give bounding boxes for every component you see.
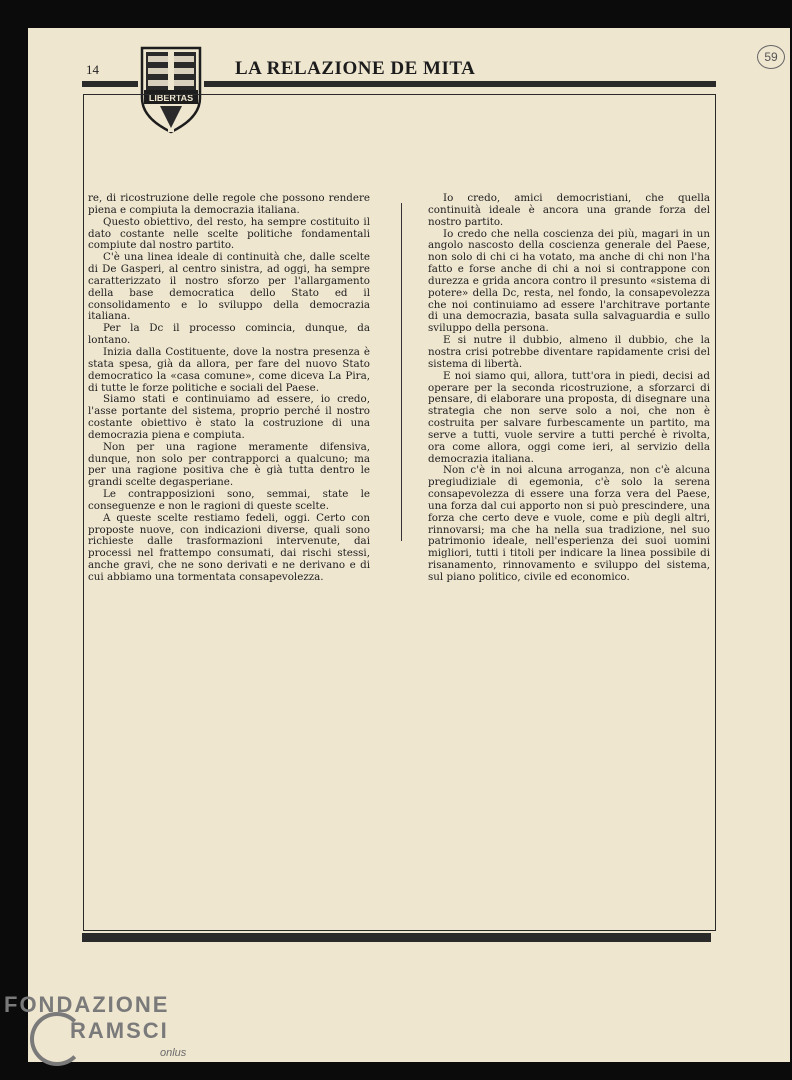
paragraph: Io credo, amici democristiani, che quella continuità ideale è ancora una grande forza del nostro partito.	[428, 192, 710, 228]
left-text-column	[88, 193, 370, 584]
paragraph: Inizia dalla Costituente, dove la nostra presenza è stata spesa, già da allora, per fare del nuovo Stato democratico la «casa comune», come diceva La Pira, di tutte le forze politiche e sociali del Paese.	[88, 345, 370, 394]
paragraph: Io credo che nella coscienza dei più, magari in un angolo nascosto della coscienza generale del Paese, non solo di chi ci ha votato, ma anche di chi non l'ha fatto e forse anche di chi a noi si contrappone con durezza e grida ancora contro il presunto «sistema di potere» della Dc, resta, nel fondo, la consapevolezza che noi continuiamo ad essere l'architrave portante di una democrazia, basata sulla salvaguardia e sullo sviluppo della persona.	[428, 227, 710, 335]
header-rule-left	[82, 81, 138, 87]
paragraph: E si nutre il dubbio, almeno il dubbio, che la nostra crisi potrebbe diventare rapidamente crisi del sistema di libertà.	[428, 334, 710, 370]
paragraph: Non c'è in noi alcuna arroganza, non c'è alcuna pregiudiziale di egemonia, c'è solo la serena consapevolezza di essere una forza vera del Paese, una forza dal cui apporto non si può prescindere, una forza che certo deve e vuole, come e più degli altri, rinnovarsi; ma che ha nella sua tradizione, nel suo patrimonio ideale, nell'esperienza dei suoi uomini migliori, tutti i titoli per indicare la linea possibile di risanamento, rinnovamento e sviluppo del sistema, sul piano politico, civile ed economico.	[428, 464, 710, 583]
archive-page-annotation: 59	[757, 45, 785, 69]
page-number: 14	[86, 62, 99, 77]
right-text-column	[428, 193, 710, 584]
watermark-line1: FONDAZIONE	[4, 992, 170, 1017]
article-title: LA RELAZIONE DE MITA	[235, 58, 476, 79]
paragraph: E noi siamo qui, allora, tutt'ora in piedi, decisi ad operare per la seconda ricostruzione, a sforzarci di pensare, di elaborare una proposta, di disegnare una strategia che non serve solo a noi, che non è costruita per salvare furbescamente un partito, ma serve a tutti, vuole servire a tutti perché è rivolta, ora come allora, oggi come ieri, al servizio della democrazia italiana.	[428, 369, 710, 465]
paragraph: Questo obiettivo, del resto, ha sempre costituito il dato costante nelle scelte politiche fondamentali compiute dal nostro partito.	[88, 215, 370, 252]
paragraph: A queste scelte restiamo fedeli, oggi. Certo con proposte nuove, con indicazioni diverse, quali sono richieste dalle trasformazioni intervenute, dai processi nel frattempo consumati, dai rischi stessi, anche gravi, che ne sono derivati e ne derivano e di cui abbiamo una tormentata consapevolezza.	[88, 511, 370, 583]
paragraph: C'è una linea ideale di continuità che, dalle scelte di De Gasperi, al centro sinistra, ad oggi, ha sempre caratterizzato il nostro sforzo per l'allargamento della base democratica dello Stato ed il consolidamento e lo sviluppo della democrazia italiana.	[88, 251, 370, 323]
paragraph: Per la Dc il processo comincia, dunque, da lontano.	[88, 322, 370, 347]
paragraph: Non per una ragione meramente difensiva, dunque, non solo per contrapporci a qualcuno; ma per una ragione positiva che è già tutta dentro le grandi scelte degasperiane.	[88, 440, 370, 489]
watermark-line2: RAMSCI	[70, 1018, 169, 1043]
paragraph: Siamo stati e continuiamo ad essere, io credo, l'asse portante del sistema, proprio perché il nostro costante obiettivo è stato la costruzione di una democrazia piena e compiuta.	[88, 393, 370, 441]
footer-rule	[82, 933, 711, 942]
paragraph: Le contrapposizioni sono, semmai, state le conseguenze e non le ragioni di queste scelte.	[88, 488, 370, 512]
watermark-line3: onlus	[160, 1047, 187, 1059]
shield-logo-text: LIBERTAS	[148, 93, 194, 103]
column-divider	[401, 203, 402, 541]
paragraph: re, di ricostruzione delle regole che possono rendere piena e compiuta la democrazia italiana.	[88, 192, 370, 216]
header-rule-right	[204, 81, 716, 87]
